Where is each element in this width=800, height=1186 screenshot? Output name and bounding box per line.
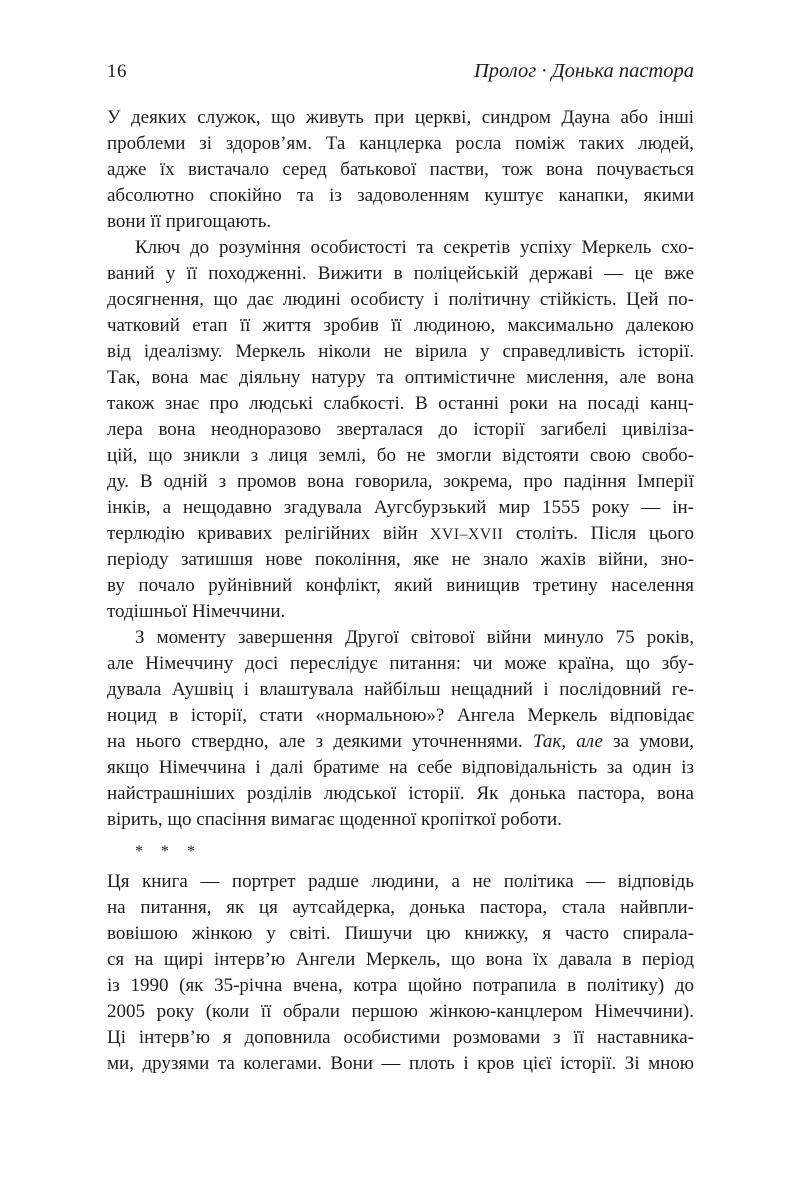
- text-line: чатковий етап її життя зробив її людиною, максимально далекою: [107, 315, 694, 336]
- text-line: ду. В одній з промов вона говорила, зокрема, про падіння Імперії: [107, 471, 694, 492]
- section-separator: * * *: [135, 843, 202, 860]
- paragraph: [107, 235, 694, 625]
- text-line: якщо Німеччина і далі братиме на себе відповідальність за один із: [107, 757, 694, 778]
- text-segment: століть. Після цього: [503, 523, 694, 544]
- text-line: ноцид в історії, стати «нормальною»? Ангела Меркель відповідає: [107, 705, 694, 726]
- text-line: із 1990 (як 35-річна вчена, котра щойно потрапила в політику) до: [107, 975, 694, 996]
- text-line: досягнення, що дає людині особисту і політичну стійкість. Цей по-: [107, 289, 694, 310]
- text-line: тодішньої Німеччини.: [107, 601, 286, 622]
- text-line: абсолютно спокійно та із задоволенням куштує канапки, якими: [107, 185, 694, 206]
- text-line: проблеми зі здоров’ям. Та канцлерка росла поміж таких людей,: [107, 133, 694, 154]
- text-line: Ключ до розуміння особистості та секретів успіху Меркель схо-: [135, 237, 694, 258]
- text-line: цій, що зникли з лиця землі, бо не змогли відстояти свою свобо-: [107, 445, 694, 466]
- text-segment: за умови,: [602, 731, 694, 752]
- text-line: також знає про людські слабкості. В останні роки на посаді канц-: [107, 393, 694, 414]
- text-line: ваний у її походженні. Вижити в поліцейській державі — це вже: [107, 263, 694, 284]
- paragraph: [107, 105, 694, 235]
- text-line: ми, друзями та колегами. Вони — плоть і кров цієї історії. Зі мною: [107, 1053, 694, 1074]
- text-segment: терлюдію кривавих релігійних війн: [107, 523, 431, 544]
- text-line: адже їх вистачало серед батькової пастви, тож вона почувається: [107, 159, 694, 180]
- text-line: Ця книга — портрет радше людини, а не політика — відповідь: [107, 871, 694, 892]
- text-line: [107, 521, 694, 547]
- text-line: але Німеччину досі переслідує питання: чи може країна, що збу-: [107, 653, 694, 674]
- italic-text: Так, але: [532, 731, 603, 752]
- smallcaps-text: XVI–XVII: [430, 526, 504, 543]
- text-line: [107, 729, 694, 755]
- text-line: від ідеалізму. Меркель ніколи не вірила у справедливість історії.: [107, 341, 694, 362]
- text-line: дувала Аушвіц і влаштувала найбільш нещадний і послідовний ге-: [107, 679, 694, 700]
- text-line: ву почало руйнівний конфлікт, який винищив третину населення: [107, 575, 694, 596]
- text-line: вірить, що спасіння вимагає щоденної кропіткої роботи.: [107, 809, 562, 830]
- text-line: З моменту завершення Другої світової війни минуло 75 років,: [135, 627, 694, 648]
- text-line: Ці інтерв’ю я доповнила особистими розмовами з її наставника-: [107, 1027, 694, 1048]
- text-line: на питання, як ця аутсайдерка, донька пастора, стала найвпли-: [107, 897, 694, 918]
- text-line: ся на щирі інтерв’ю Ангели Меркель, що вона їх давала в період: [107, 949, 694, 970]
- text-line: вовішою жінкою у світі. Пишучи цю книжку, я часто спирала-: [107, 923, 694, 944]
- text-line: 2005 року (коли її обрали першою жінкою-канцлером Німеччини).: [107, 1001, 694, 1022]
- text-line: інків, а нещодавно згадувала Аугсбурзький мир 1555 року — ін-: [107, 497, 694, 518]
- text-line: лера вона неодноразово зверталася до історії загибелі цивіліза-: [107, 419, 694, 440]
- text-line: вони її пригощають.: [107, 211, 272, 232]
- running-head: Пролог · Донька пастора: [473, 60, 694, 82]
- text-line: найстрашніших розділів людської історії. Як донька пастора, вона: [107, 783, 694, 804]
- body-text: [107, 105, 694, 1077]
- paragraph: [107, 625, 694, 833]
- text-line: У деяких служок, що живуть при церкві, синдром Дауна або інші: [107, 107, 694, 128]
- text-segment: на нього ствердно, але з деякими уточненнями.: [107, 731, 533, 752]
- text-line: періоду затишшя нове покоління, яке не знало жахів війни, зно-: [107, 549, 694, 570]
- page-header: [107, 60, 694, 83]
- text-line: Так, вона має діяльну натуру та оптимістичне мислення, але вона: [107, 367, 694, 388]
- paragraph: [107, 869, 694, 1077]
- page-number: 16: [107, 61, 127, 82]
